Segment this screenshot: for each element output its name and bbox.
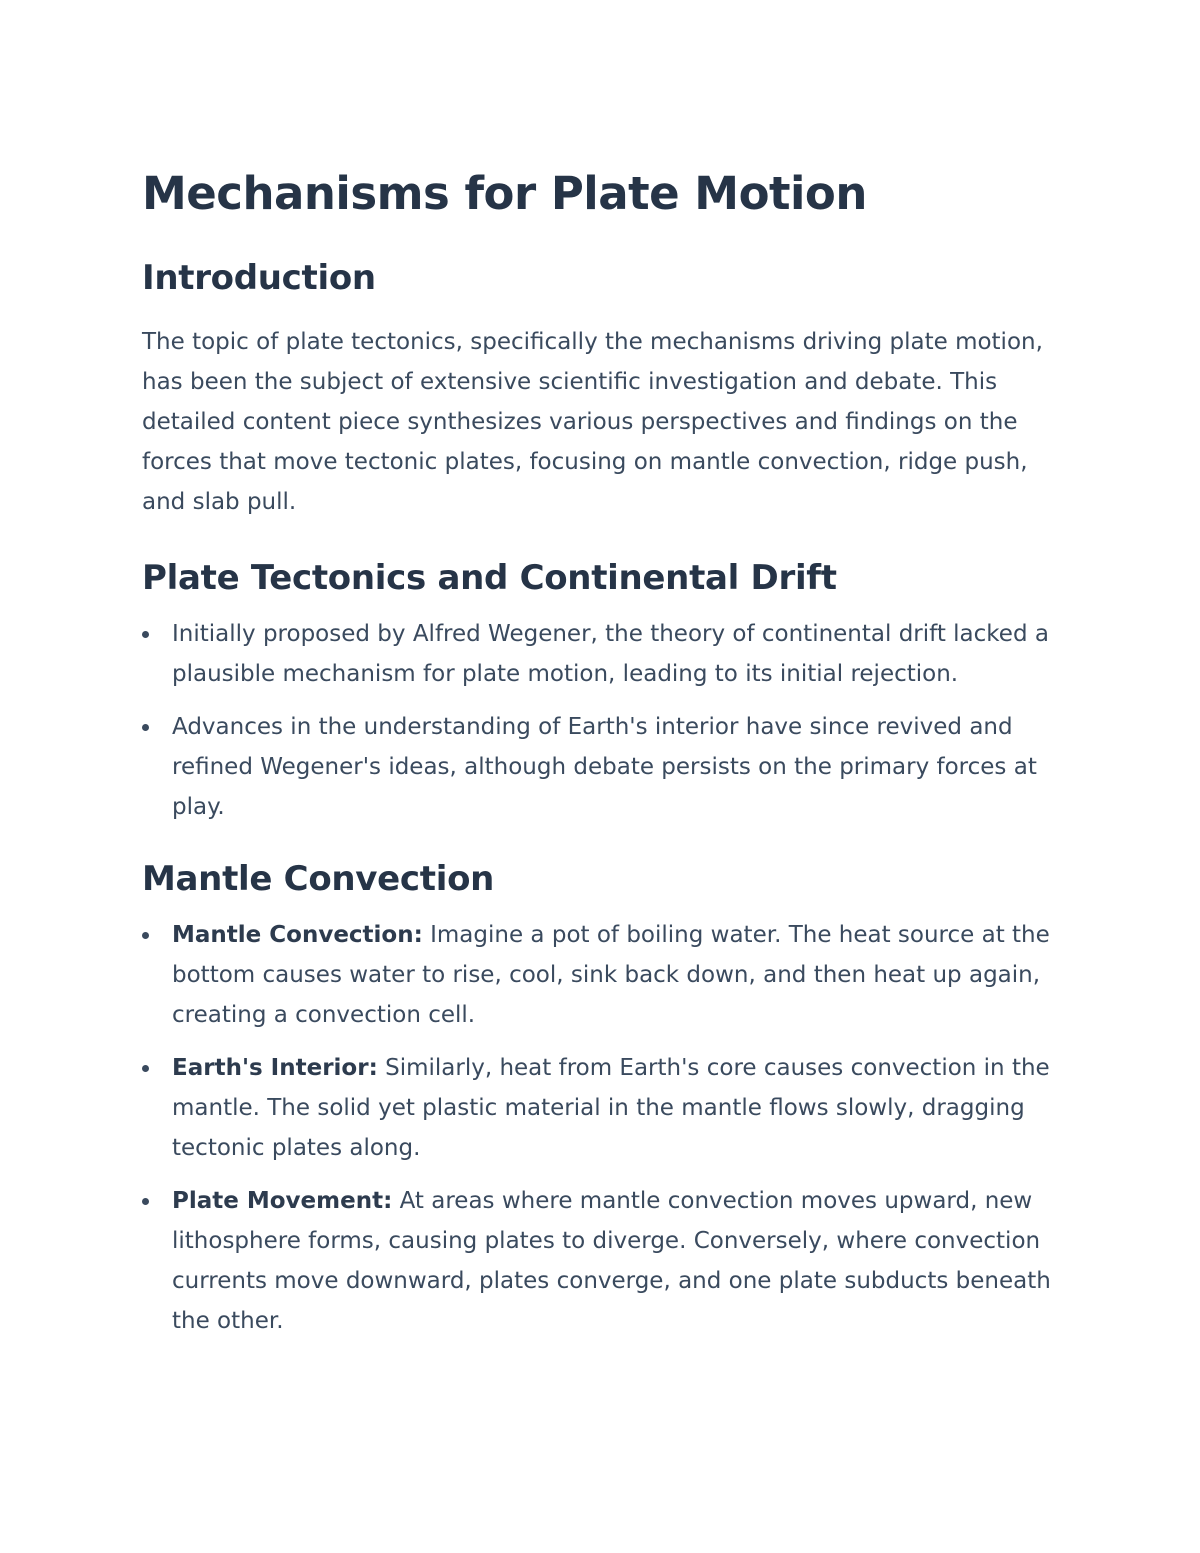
list-item (142, 1181, 1060, 1341)
bullet-icon (142, 932, 149, 939)
introduction-heading: Introduction (142, 258, 376, 298)
list-item-text: Imagine a pot of boiling water. The heat source at the bottom causes water to rise, cool, sink back down, and then heat up again, creating a convection cell. (172, 922, 1050, 1028)
document-title: Mechanisms for Plate Motion (142, 167, 867, 220)
mantle-convection-heading: Mantle Convection (142, 859, 495, 899)
list-item (142, 614, 1060, 694)
list-item-text: Similarly, heat from Earth's core causes convection in the mantle. The solid yet plastic material in the mantle flows slowly, dragging tectonic plates along. (172, 1055, 1050, 1161)
plate-tectonics-heading: Plate Tectonics and Continental Drift (142, 558, 837, 598)
list-item-text: Initially proposed by Alfred Wegener, the theory of continental drift lacked a plausible mechanism for plate motion, leading to its initial rejection. (172, 621, 1049, 687)
list-item (142, 707, 1060, 827)
bullet-icon (142, 1198, 149, 1205)
introduction-paragraph: The topic of plate tectonics, specifically the mechanisms driving plate motion, has been the subject of extensive scientific investigation and debate. This detailed content piece synthesizes various perspectives and findings on the forces that move tectonic plates, focusing on mantle convection, ridge push, and slab pull. (142, 329, 1043, 515)
list-item-term: Plate Movement: (172, 1188, 393, 1214)
list-item (142, 1048, 1060, 1168)
list-item-text: Advances in the understanding of Earth's interior have since revived and refined Wegener's ideas, although debate persists on the primary forces at play. (172, 714, 1037, 820)
plate-tectonics-list (142, 614, 1060, 827)
mantle-convection-list (142, 915, 1060, 1341)
list-item-term: Mantle Convection: (172, 922, 423, 948)
list-item (142, 915, 1060, 1035)
bullet-icon (142, 631, 149, 638)
list-item-term: Earth's Interior: (172, 1055, 378, 1081)
list-item-text: At areas where mantle convection moves upward, new lithosphere forms, causing plates to diverge. Conversely, where convection currents move downward, plates converge, and one plate subducts beneath the other. (172, 1188, 1051, 1334)
bullet-icon (142, 1065, 149, 1072)
bullet-icon (142, 724, 149, 731)
